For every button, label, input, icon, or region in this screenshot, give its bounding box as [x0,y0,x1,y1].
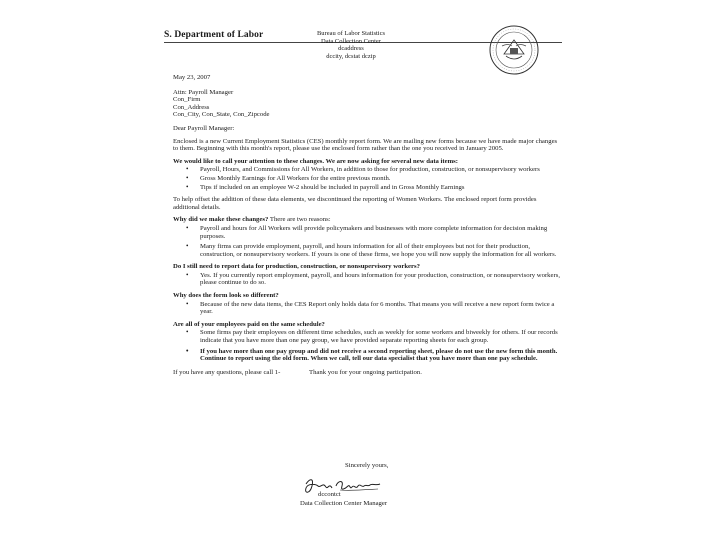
address-line: Attn: Payroll Manager [173,88,234,96]
list-item: • Many firms can provide employment, payroll, and hours information for all of their employees but not for their production, construction, or nonsupervisory workers. If yours is one of these firms, we hope you will now supply the information for all workers. [173,243,561,258]
list-item: • Tips if included on an employee W-2 should be included in payroll and in Gross Monthly Earnings [173,184,561,192]
bureau-address-block [296,30,406,60]
address-line: Con_Address [173,103,210,111]
intro-paragraph: Enclosed is a new Current Employment Statistics (CES) monthly report form. We are mailing new forms because we have made major changes to them. Beginning with this month's report, please use the enclosed form rather than the one you received in January 2005. [173,137,558,153]
address-line: Con_City, Con_State, Con_Zipcode [173,111,270,119]
questions-text: If you have any questions, please call 1- [173,368,281,376]
signer-title: Data Collection Center Manager [300,500,388,507]
list-item: • Payroll, Hours, and Commissions for All Workers, in addition to those for production, construction, or nonsupervisory workers [173,166,561,174]
bureau-line: dcaddress [338,45,364,53]
still-heading: Do I still need to report data for production, construction, or nonsupervisory workers? [173,263,420,271]
letter-body [173,74,561,377]
list-item: • Gross Monthly Earnings for All Workers for the entire previous month. [173,175,561,183]
schedule-list [173,329,561,362]
still-list [173,272,561,287]
recipient-address [173,89,561,119]
form-list [173,301,561,316]
address-line: Con_Firm [173,96,201,104]
list-item: • Because of the new data items, the CES Report only holds data for 6 months. That means you will receive a new report form twice a year. [173,301,561,316]
agency-name: S. Department of Labor [164,30,264,40]
form-heading: Why does the form look so different? [173,292,279,300]
why-heading: Why did we make these changes? [173,216,269,224]
list-item-bold: • If you have more than one pay group and did not receive a second reporting sheet, please do not use the new form this month. Continue to report using the old form. When we call, tell our data specialist that you have more than one pay schedule. [173,348,561,363]
department-seal-icon [488,24,540,76]
signer-name: dccontct [318,491,341,498]
bureau-line: Data Collection Center [321,37,381,45]
list-item: • Payroll and hours for All Workers will provide policymakers and businesses with more complete information for decision making purposes. [173,225,561,240]
why-list [173,225,561,258]
closing-text: Sincerely yours, [345,462,389,469]
thanks-text: Thank you for your ongoing participation. [309,368,422,376]
offset-paragraph: To help offset the addition of these data elements, we discontinued the reporting of Women Workers. The enclosed report form provides additional details. [173,196,537,211]
why-heading-line [173,216,561,224]
signature-image [300,474,390,498]
salutation: Dear Payroll Manager: [173,124,235,132]
schedule-heading: Are all of your employees paid on the same schedule? [173,320,325,328]
bureau-line: Bureau of Labor Statistics [316,30,386,37]
changes-heading: We would like to call your attention to these changes. We are now asking for several new data items: [173,157,459,165]
list-item: • Some firms pay their employees on different time schedules, such as weekly for some workers and biweekly for others. If our records indicate that you have more than one pay group, we have provided separate reporting sheets for each group. [173,329,561,344]
bureau-line: dccity, dcstat dczip [326,52,376,60]
letter-date: May 23, 2007 [173,74,211,81]
changes-list [173,166,561,191]
why-heading-rest: There are two reasons: [268,216,331,224]
list-item: • Yes. If you currently report employment, payroll, and hours information for your production, construction, or nonsupervisory workers, please continue to do so. [173,272,561,287]
closing-row [173,369,561,377]
